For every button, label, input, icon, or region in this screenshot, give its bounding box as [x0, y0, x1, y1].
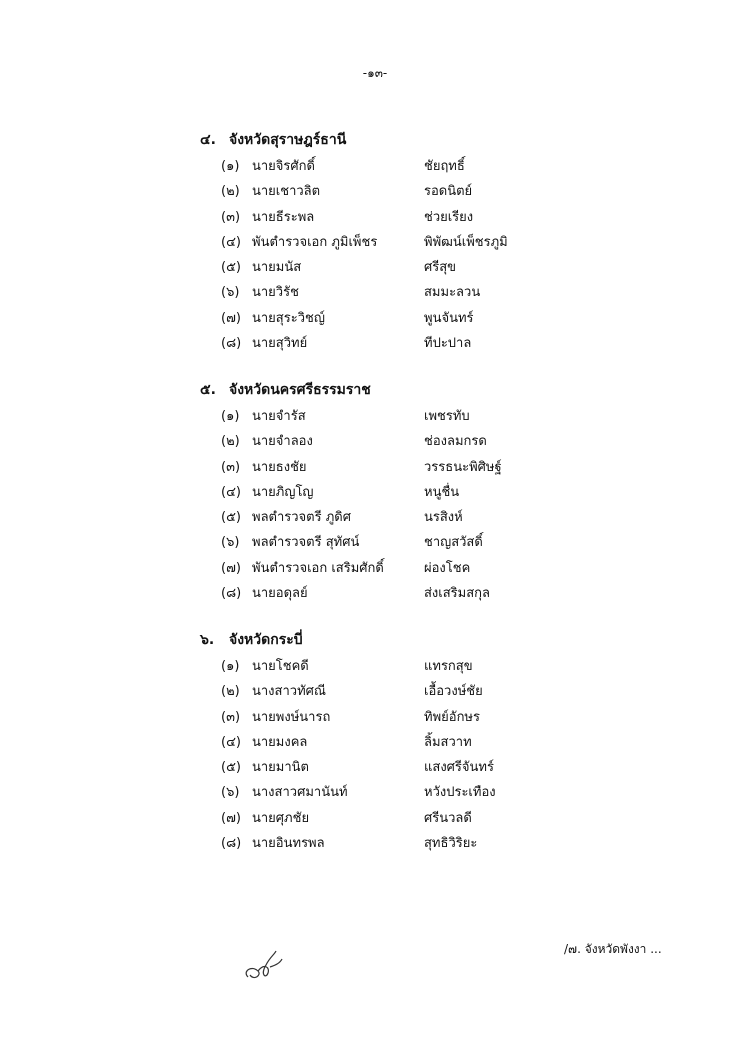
section-nakhon-si-thammarat: [200, 376, 700, 606]
list-item: [200, 205, 700, 230]
list-item: [200, 705, 700, 730]
list-item: [200, 556, 700, 581]
list-item: [200, 505, 700, 530]
first-name: นางสาวทัศณี: [252, 684, 326, 700]
item-number: (๒): [221, 184, 240, 200]
item-number: (๑): [221, 659, 240, 674]
item-number: (๑): [221, 159, 240, 174]
last-name: พิพัฒน์เพ็ชรภูมิ: [424, 234, 508, 250]
item-number: (๔): [221, 484, 241, 500]
section-number: ๕.: [200, 382, 216, 398]
list-item: [200, 255, 700, 280]
item-number: (๓): [221, 209, 241, 225]
last-name: สมมะลวน: [424, 285, 481, 301]
first-name: นายมงคล: [252, 734, 308, 750]
list-item: [200, 780, 700, 805]
section-heading: [200, 376, 700, 404]
last-name: วรรธนะพิศิษฐ์: [424, 459, 502, 475]
last-name: ชาญสวัสดิ์: [424, 535, 483, 551]
last-name: หวังประเทือง: [424, 785, 496, 801]
list-item: [200, 730, 700, 755]
last-name: สุทธิวิริยะ: [424, 836, 478, 852]
list-item: [200, 154, 700, 179]
list-item: [200, 280, 700, 305]
last-name: ลิ้มสวาท: [424, 734, 472, 750]
list-item: [200, 230, 700, 255]
section-number: ๔.: [200, 132, 216, 148]
last-name: ส่งเสริมสกุล: [424, 586, 490, 602]
section-heading: [200, 126, 700, 154]
last-name: ทิพย์อักษร: [424, 709, 480, 725]
last-name: นรสิงห์: [424, 510, 463, 526]
list-item: [200, 179, 700, 204]
item-number: (๘): [221, 836, 242, 852]
last-name: เพชรทับ: [424, 409, 470, 424]
signature: [240, 945, 290, 989]
first-name: พลตำรวจตรี ภูดิศ: [252, 510, 351, 526]
first-name: พันตำรวจเอก เสริมศักดิ์: [252, 560, 384, 576]
list-item: [200, 679, 700, 704]
last-name: รอดนิตย์: [424, 184, 473, 200]
section-heading: [200, 626, 700, 654]
list-item: [200, 581, 700, 606]
item-number: (๒): [221, 434, 240, 450]
last-name: ศรีสุข: [424, 260, 457, 276]
item-number: (๗): [221, 310, 241, 326]
first-name: นายจำลอง: [252, 434, 313, 450]
last-name: ช่วยเรียง: [424, 209, 474, 225]
first-name: พลตำรวจตรี สุทัศน์: [252, 535, 360, 551]
last-name: เอื้อวงษ์ชัย: [424, 684, 483, 700]
section-surat-thani: [200, 126, 700, 356]
section-title: จังหวัดสุราษฎร์ธานี: [229, 132, 347, 148]
first-name: นายเชาวลิต: [252, 184, 321, 200]
item-number: (๑): [221, 409, 240, 424]
list-item: [200, 306, 700, 331]
first-name: นายธงชัย: [252, 459, 307, 475]
item-number: (๗): [221, 810, 241, 826]
item-number: (๓): [221, 709, 241, 725]
first-name: นายสุวิทย์: [252, 336, 308, 352]
item-number: (๕): [221, 260, 241, 276]
item-number: (๔): [221, 734, 241, 750]
last-name: ช่องลมกรด: [424, 434, 487, 450]
last-name: ผ่องโชค: [424, 560, 471, 576]
list-item: [200, 455, 700, 480]
item-number: (๔): [221, 234, 241, 250]
first-name: นายภิญโญ: [252, 484, 314, 500]
last-name: หนูชื่น: [424, 484, 460, 500]
item-number: (๖): [221, 785, 240, 801]
section-title: จังหวัดนครศรีธรรมราช: [229, 382, 371, 398]
list-item: [200, 806, 700, 831]
last-name: แสงศรีจันทร์: [424, 760, 494, 776]
page-number: -๑๓-: [362, 66, 388, 80]
list-item: [200, 755, 700, 780]
list-item: [200, 654, 700, 679]
item-number: (๕): [221, 760, 241, 776]
continuation-note: /๗. จังหวัดพังงา ...: [564, 942, 662, 956]
section-number: ๖.: [200, 632, 215, 648]
first-name: นายธีระพล: [252, 209, 315, 225]
first-name: นายมนัส: [252, 260, 302, 276]
first-name: นายสุระวิชญ์: [252, 310, 325, 326]
list-item: [200, 831, 700, 856]
list-item: [200, 429, 700, 454]
first-name: นายมานิต: [252, 760, 310, 776]
first-name: นายอินทรพล: [252, 836, 325, 852]
item-number: (๖): [221, 285, 240, 301]
first-name: พันตำรวจเอก ภูมิเพ็ชร: [252, 234, 378, 250]
first-name: นางสาวศมานันท์: [252, 785, 348, 801]
item-number: (๓): [221, 459, 241, 475]
section-title: จังหวัดกระบี่: [229, 632, 303, 648]
list-item: [200, 404, 700, 429]
list-item: [200, 480, 700, 505]
item-number: (๘): [221, 336, 242, 352]
last-name: ศรีนวลดี: [424, 810, 472, 826]
item-number: (๗): [221, 560, 241, 576]
list-item: [200, 530, 700, 555]
item-number: (๒): [221, 684, 240, 700]
last-name: ทีปะปาล: [424, 336, 472, 352]
first-name: นายพงษ์นารถ: [252, 709, 331, 725]
item-number: (๖): [221, 535, 240, 551]
item-number: (๕): [221, 510, 241, 526]
first-name: นายอดุลย์: [252, 586, 308, 602]
last-name: พูนจันทร์: [424, 310, 474, 326]
list-item: [200, 331, 700, 356]
last-name: แทรกสุข: [424, 659, 473, 674]
item-number: (๘): [221, 586, 242, 602]
first-name: นายศุภชัย: [252, 810, 310, 826]
section-krabi: [200, 626, 700, 856]
first-name: นายจำรัส: [252, 409, 306, 424]
first-name: นายโชคดี: [252, 659, 309, 674]
first-name: นายจิรศักดิ์: [252, 159, 315, 174]
last-name: ชัยฤทธิ์: [424, 159, 465, 174]
first-name: นายวิรัช: [252, 285, 299, 301]
